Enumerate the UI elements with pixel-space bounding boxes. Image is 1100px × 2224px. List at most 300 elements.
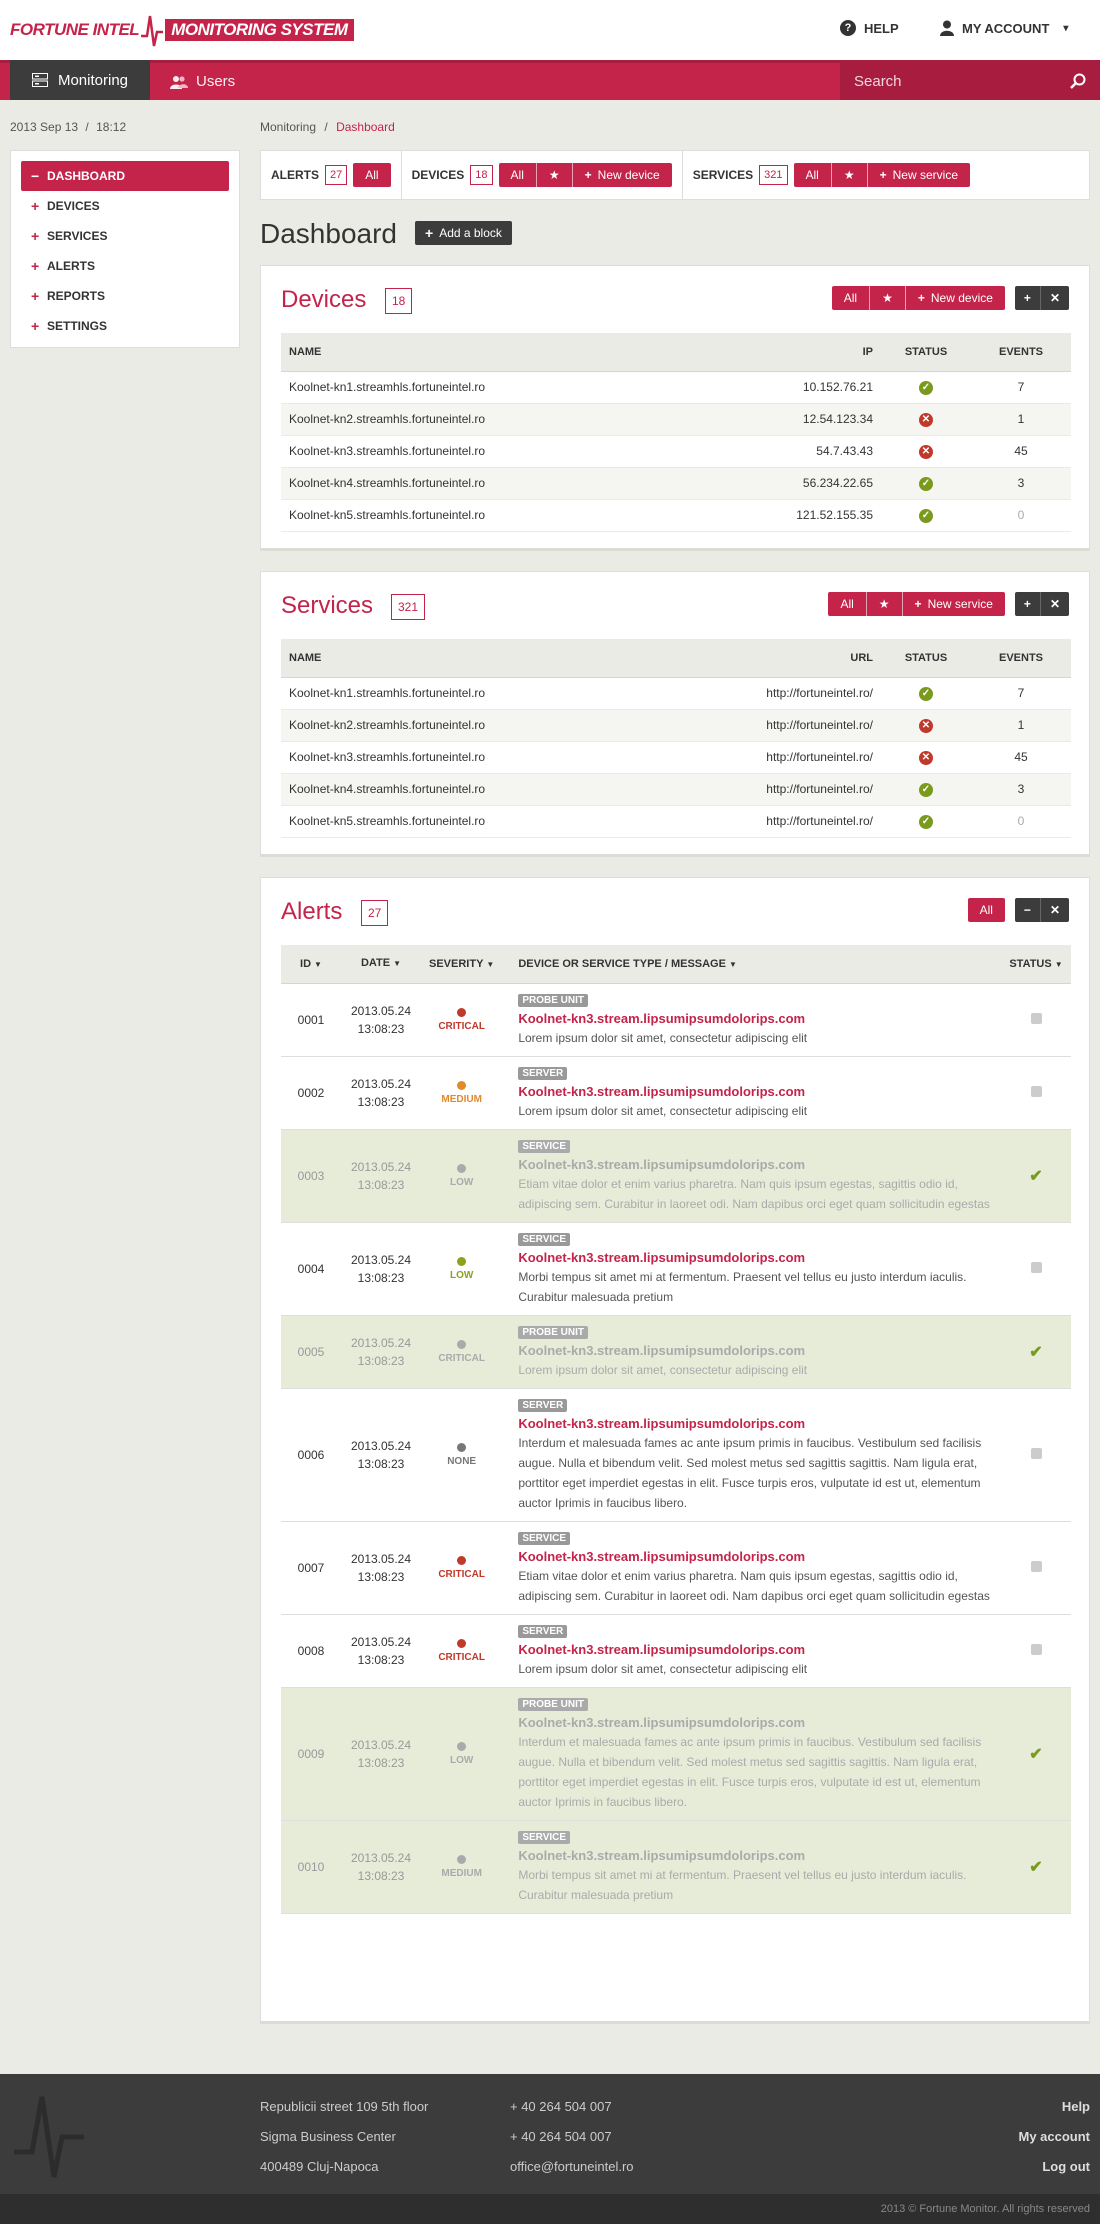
search-placeholder: Search: [854, 73, 902, 90]
alert-date-day: 2013.05.24: [350, 1159, 412, 1174]
footer-links: [1018, 2092, 1090, 2182]
collapse-icon[interactable]: −: [1015, 898, 1041, 922]
check-icon[interactable]: ✔: [1029, 1745, 1043, 1763]
alert-source-link[interactable]: Koolnet-kn3.stream.lipsumipsumdolorips.com: [518, 1156, 806, 1172]
plus-icon: +: [879, 168, 887, 182]
col-name: NAME: [281, 333, 641, 371]
alerts-count: 27: [361, 900, 388, 926]
alert-type-badge: SERVICE: [518, 1831, 570, 1844]
alert-date: [341, 1056, 421, 1129]
alert-text: Lorem ipsum dolor sit amet, consectetur adipiscing elit: [518, 1103, 808, 1118]
breadcrumb: [260, 120, 395, 134]
table-row[interactable]: [281, 741, 1071, 773]
col-alert-status-label: STATUS: [1009, 957, 1052, 970]
users-icon: [170, 75, 188, 89]
cell-status: [881, 709, 971, 741]
cell-ip: 56.234.22.65: [641, 467, 881, 499]
alert-message: [502, 1222, 1001, 1315]
summary-devices-all-button[interactable]: All: [499, 163, 537, 187]
nav-users[interactable]: [170, 63, 235, 100]
alert-date-time: 13:08:23: [357, 1569, 405, 1584]
alert-severity: [421, 1222, 502, 1315]
alert-message: [502, 1521, 1001, 1614]
cell-events: 7: [971, 677, 1071, 709]
services-panel: [260, 571, 1090, 857]
alert-message: [502, 1129, 1001, 1222]
close-icon[interactable]: ✕: [1041, 286, 1069, 310]
breadcrumb-root[interactable]: Monitoring: [260, 120, 317, 134]
status-error-icon: ✕: [919, 751, 933, 765]
services-table: [281, 639, 1071, 838]
footer-email[interactable]: office@fortuneintel.ro: [510, 2159, 634, 2174]
cell-events: 0: [971, 805, 1071, 837]
alert-source-link[interactable]: Koolnet-kn3.stream.lipsumipsumdolorips.com: [518, 1342, 806, 1358]
alert-type-badge: SERVICE: [518, 1532, 570, 1545]
status-error-icon: ✕: [919, 413, 933, 427]
alert-id: 0009: [281, 1687, 341, 1820]
user-icon: [940, 20, 954, 36]
col-date-label: DATE: [360, 957, 391, 970]
alerts-panel: [260, 877, 1090, 2024]
services-count: 321: [391, 594, 425, 620]
summary-alerts-count: 27: [325, 165, 347, 185]
minus-icon: −: [31, 168, 40, 184]
checkbox[interactable]: [1031, 1448, 1042, 1459]
severity-label: CRITICAL: [438, 1651, 485, 1663]
alert-status[interactable]: [1001, 1614, 1071, 1687]
alert-source-link[interactable]: Koolnet-kn3.stream.lipsumipsumdolorips.com: [518, 1714, 806, 1730]
services-title: Services: [281, 592, 374, 619]
alert-date: [341, 983, 421, 1056]
alert-message: [502, 1614, 1001, 1687]
alert-date-time: 13:08:23: [357, 1094, 405, 1109]
cell-url: http://fortuneintel.ro/: [641, 773, 881, 805]
devices-panel-controls: [1015, 286, 1069, 310]
alert-status[interactable]: [1001, 1129, 1071, 1222]
col-name: NAME: [281, 639, 641, 677]
footer-logout-link[interactable]: Log out: [1042, 2159, 1090, 2174]
plus-icon: +: [31, 198, 40, 214]
alert-type-badge: PROBE UNIT: [518, 994, 588, 1007]
summary-services: [683, 151, 980, 199]
alert-status[interactable]: [1001, 1315, 1071, 1388]
sidebar-item-settings[interactable]: [21, 311, 229, 341]
main-nav: [0, 60, 1100, 100]
services-all-button[interactable]: All: [828, 592, 866, 616]
alert-date-day: 2013.05.24: [350, 1850, 412, 1865]
status-ok-icon: ✓: [919, 687, 933, 701]
copyright: 2013 © Fortune Monitor. All rights reserved: [0, 2194, 1100, 2224]
devices-all-button[interactable]: All: [832, 286, 870, 310]
alert-id: 0005: [281, 1315, 341, 1388]
sidebar-item-services[interactable]: [21, 221, 229, 251]
alert-status[interactable]: [1001, 1388, 1071, 1521]
checkbox[interactable]: [1031, 1086, 1042, 1097]
status-ok-icon: ✓: [919, 509, 933, 523]
cell-url: http://fortuneintel.ro/: [641, 805, 881, 837]
alert-text: Morbi tempus sit amet mi at fermentum. Praesent vel tellus eu justo interdum iaculis. Curabitur malesuada pretium: [518, 1269, 967, 1304]
summary-services-buttons: [794, 163, 970, 187]
add-block-button[interactable]: [415, 221, 512, 245]
footer-contact: [510, 2092, 634, 2182]
alert-row[interactable]: [281, 1820, 1071, 1913]
sidebar-item-devices[interactable]: [21, 191, 229, 221]
alerts-all-button[interactable]: All: [968, 898, 1005, 922]
plus-icon: +: [425, 225, 434, 241]
col-events: EVENTS: [971, 333, 1071, 371]
sidebar-item-label: DASHBOARD: [47, 169, 125, 183]
check-icon[interactable]: ✔: [1029, 1167, 1043, 1185]
plus-icon: +: [584, 168, 592, 182]
sidebar-item-reports[interactable]: [21, 281, 229, 311]
table-row[interactable]: [281, 773, 1071, 805]
top-bar: [0, 0, 1100, 60]
alert-date-day: 2013.05.24: [350, 1438, 412, 1453]
table-row[interactable]: [281, 403, 1071, 435]
devices-title: Devices: [281, 286, 367, 313]
alert-date-time: 13:08:23: [357, 1652, 405, 1667]
cell-name[interactable]: Koolnet-kn3.streamhls.fortuneintel.ro: [281, 435, 641, 467]
checkbox[interactable]: [1031, 1644, 1042, 1655]
summary-new-device-button[interactable]: [573, 163, 672, 187]
severity-label: LOW: [450, 1269, 474, 1281]
alert-status[interactable]: [1001, 1056, 1071, 1129]
cell-events: 1: [971, 709, 1071, 741]
sidebar-item-alerts[interactable]: [21, 251, 229, 281]
cell-events: 0: [971, 499, 1071, 531]
alert-date-day: 2013.05.24: [350, 1252, 412, 1267]
alert-id: 0010: [281, 1820, 341, 1913]
breadcrumb-separator: /: [324, 120, 328, 134]
alert-date-day: 2013.05.24: [350, 1551, 412, 1566]
summary-services-count: 321: [759, 165, 787, 185]
alert-source-link[interactable]: Koolnet-kn3.stream.lipsumipsumdolorips.com: [518, 1083, 806, 1099]
devices-count: 18: [385, 288, 412, 314]
col-alert-status[interactable]: [1001, 945, 1071, 983]
summary-devices-label: DEVICES: [411, 168, 465, 182]
alert-type-badge: SERVER: [518, 1625, 567, 1638]
cell-status: [881, 677, 971, 709]
cell-name[interactable]: Koolnet-kn2.streamhls.fortuneintel.ro: [281, 709, 641, 741]
time-text: 18:12: [96, 120, 127, 134]
table-row[interactable]: [281, 499, 1071, 531]
expand-icon[interactable]: +: [1015, 592, 1041, 616]
alert-row[interactable]: [281, 1614, 1071, 1687]
cell-name[interactable]: Koolnet-kn1.streamhls.fortuneintel.ro: [281, 371, 641, 403]
alert-id: 0003: [281, 1129, 341, 1222]
alert-status[interactable]: [1001, 983, 1071, 1056]
col-severity[interactable]: [421, 945, 502, 983]
table-row[interactable]: [281, 467, 1071, 499]
severity-dot-icon: [457, 1443, 466, 1452]
alert-status[interactable]: [1001, 1222, 1071, 1315]
alert-date-day: 2013.05.24: [350, 1335, 412, 1350]
table-row[interactable]: [281, 371, 1071, 403]
sidebar-item-dashboard[interactable]: [21, 161, 229, 191]
alert-source-link[interactable]: Koolnet-kn3.stream.lipsumipsumdolorips.com: [518, 1415, 806, 1431]
col-id[interactable]: [281, 945, 341, 983]
close-icon[interactable]: ✕: [1041, 898, 1069, 922]
severity-dot-icon: [457, 1855, 466, 1864]
alert-status[interactable]: [1001, 1687, 1071, 1820]
alert-id: 0002: [281, 1056, 341, 1129]
alert-id: 0001: [281, 983, 341, 1056]
alert-severity: [421, 1315, 502, 1388]
alert-date: [341, 1222, 421, 1315]
date-separator: /: [85, 120, 89, 134]
alert-date-time: 13:08:23: [357, 1021, 405, 1036]
alert-text: Lorem ipsum dolor sit amet, consectetur adipiscing elit: [518, 1661, 808, 1676]
cell-name[interactable]: Koolnet-kn4.streamhls.fortuneintel.ro: [281, 467, 641, 499]
alert-date: [341, 1129, 421, 1222]
alert-source-link[interactable]: Koolnet-kn3.stream.lipsumipsumdolorips.com: [518, 1641, 806, 1657]
summary-bar: [260, 150, 1090, 200]
col-url: URL: [641, 639, 881, 677]
cell-status: [881, 773, 971, 805]
alert-date-time: 13:08:23: [357, 1755, 405, 1770]
alert-id: 0008: [281, 1614, 341, 1687]
footer-addr-line: Sigma Business Center: [260, 2129, 396, 2144]
chevron-down-icon: ▾: [1063, 22, 1069, 34]
table-row[interactable]: [281, 435, 1071, 467]
alert-text: Etiam vitae dolor et enim varius pharetra. Nam quis ipsum egestas, sagittis odio id, adipiscing sem. Curabitur in laoreet odi. Nam dapibus orci eget quam sollicitudin egestas: [518, 1568, 990, 1603]
severity-label: CRITICAL: [438, 1568, 485, 1580]
sort-icon: ▼: [1054, 959, 1063, 969]
check-icon[interactable]: ✔: [1029, 1343, 1043, 1361]
alert-message: [502, 1315, 1001, 1388]
star-icon[interactable]: ★: [832, 163, 868, 187]
footer-phone[interactable]: + 40 264 504 007: [510, 2099, 612, 2114]
severity-dot-icon: [457, 1639, 466, 1648]
search-icon[interactable]: [1070, 73, 1086, 89]
alert-row[interactable]: [281, 1056, 1071, 1129]
alert-text: Morbi tempus sit amet mi at fermentum. Praesent vel tellus eu justo interdum iaculis. Curabitur malesuada pretium: [518, 1867, 967, 1902]
alert-row[interactable]: [281, 1388, 1071, 1521]
alert-date: [341, 1820, 421, 1913]
account-label: MY ACCOUNT: [962, 20, 1050, 36]
severity-dot-icon: [457, 1257, 466, 1266]
nav-monitoring[interactable]: [10, 60, 150, 100]
sidebar: [10, 150, 240, 348]
summary-alerts: [261, 151, 402, 199]
nav-users-label: Users: [196, 73, 236, 90]
alert-status[interactable]: [1001, 1521, 1071, 1614]
alert-source-link[interactable]: Koolnet-kn3.stream.lipsumipsumdolorips.com: [518, 1548, 806, 1564]
alerts-title: Alerts: [281, 898, 343, 925]
cell-events: 45: [971, 741, 1071, 773]
alert-message: [502, 1820, 1001, 1913]
alert-severity: [421, 1820, 502, 1913]
alert-row[interactable]: [281, 1129, 1071, 1222]
alert-source-link[interactable]: Koolnet-kn3.stream.lipsumipsumdolorips.com: [518, 1249, 806, 1265]
add-block-label: Add a block: [439, 226, 502, 240]
table-row[interactable]: [281, 677, 1071, 709]
help-icon: ?: [840, 20, 856, 36]
brand-logo[interactable]: [10, 12, 354, 48]
search-input[interactable]: [840, 63, 1100, 100]
account-menu[interactable]: [940, 20, 1068, 36]
severity-dot-icon: [457, 1742, 466, 1751]
alert-date-day: 2013.05.24: [350, 1737, 412, 1752]
checkbox[interactable]: [1031, 1561, 1042, 1572]
page-title: Dashboard: [260, 218, 397, 249]
alert-severity: [421, 1521, 502, 1614]
cell-ip: 12.54.123.34: [641, 403, 881, 435]
sidebar-item-label: ALERTS: [47, 259, 95, 273]
alert-date: [341, 1614, 421, 1687]
cell-status: [881, 741, 971, 773]
cell-ip: 54.7.43.43: [641, 435, 881, 467]
cell-events: 1: [971, 403, 1071, 435]
cell-events: 7: [971, 371, 1071, 403]
sort-icon: ▼: [728, 959, 737, 969]
cell-name[interactable]: Koolnet-kn3.streamhls.fortuneintel.ro: [281, 741, 641, 773]
new-service-button[interactable]: [903, 592, 1005, 616]
alert-source-link[interactable]: Koolnet-kn3.stream.lipsumipsumdolorips.com: [518, 1010, 806, 1026]
summary-devices: [402, 151, 683, 199]
table-row[interactable]: [281, 709, 1071, 741]
col-id-label: ID: [300, 957, 312, 970]
star-icon[interactable]: ★: [867, 592, 903, 616]
summary-alerts-all-button[interactable]: All: [353, 163, 390, 187]
summary-new-service-button[interactable]: [868, 163, 970, 187]
severity-dot-icon: [457, 1008, 466, 1017]
sort-icon: ▼: [314, 959, 322, 969]
cell-name[interactable]: Koolnet-kn2.streamhls.fortuneintel.ro: [281, 403, 641, 435]
col-ip: IP: [641, 333, 881, 371]
status-ok-icon: ✓: [919, 815, 933, 829]
col-message[interactable]: [502, 945, 1001, 983]
alert-id: 0004: [281, 1222, 341, 1315]
alert-row[interactable]: [281, 1521, 1071, 1614]
severity-label: CRITICAL: [438, 1352, 485, 1364]
cell-name[interactable]: Koolnet-kn5.streamhls.fortuneintel.ro: [281, 805, 641, 837]
checkbox[interactable]: [1031, 1262, 1042, 1273]
cell-status: [881, 805, 971, 837]
footer-help-link[interactable]: Help: [1061, 2099, 1090, 2114]
plus-icon: +: [31, 228, 40, 244]
sidebar-item-label: SERVICES: [47, 229, 108, 243]
alert-severity: [421, 1129, 502, 1222]
cell-url: http://fortuneintel.ro/: [641, 677, 881, 709]
footer: [0, 2074, 1100, 2194]
status-ok-icon: ✓: [919, 381, 933, 395]
plus-icon: +: [31, 318, 40, 334]
alert-type-badge: SERVICE: [518, 1140, 570, 1153]
severity-dot-icon: [457, 1164, 466, 1173]
summary-services-all-button[interactable]: All: [794, 163, 832, 187]
status-ok-icon: ✓: [919, 783, 933, 797]
col-severity-label: SEVERITY: [429, 957, 484, 970]
devices-panel: [260, 265, 1090, 551]
cell-status: [881, 467, 971, 499]
cell-status: [881, 435, 971, 467]
alert-severity: [421, 983, 502, 1056]
sidebar-item-label: REPORTS: [47, 289, 106, 303]
alert-message: [502, 983, 1001, 1056]
alert-id: 0007: [281, 1521, 341, 1614]
alert-status[interactable]: [1001, 1820, 1071, 1913]
alert-source-link[interactable]: Koolnet-kn3.stream.lipsumipsumdolorips.com: [518, 1847, 806, 1863]
services-panel-controls: [1015, 592, 1069, 616]
alert-text: Interdum et malesuada fames ac ante ipsum primis in faucibus. Vestibulum sed facilisis augue. Nulla et bibendum velit. Sed molest metus sed sagittis sagittis. Nam ligula erat, porttitor eget imperdiet egestas in elit. Fusce turpis eros, vulputate id est ut, elementum auctor Iprimis in faucibus libero.: [518, 1734, 982, 1809]
alert-message: [502, 1687, 1001, 1820]
footer-addr-line: Republicii street 109 5th floor: [260, 2099, 429, 2114]
help-label: HELP: [864, 20, 899, 36]
cell-name[interactable]: Koolnet-kn4.streamhls.fortuneintel.ro: [281, 773, 641, 805]
table-row[interactable]: [281, 805, 1071, 837]
col-status: STATUS: [881, 639, 971, 677]
cell-url: http://fortuneintel.ro/: [641, 741, 881, 773]
summary-new-device-label: New device: [597, 168, 660, 182]
alert-date: [341, 1687, 421, 1820]
close-icon[interactable]: ✕: [1041, 592, 1069, 616]
star-icon[interactable]: ★: [537, 163, 573, 187]
alert-severity: [421, 1388, 502, 1521]
alert-row[interactable]: [281, 1315, 1071, 1388]
cell-url: http://fortuneintel.ro/: [641, 709, 881, 741]
alert-date-time: 13:08:23: [357, 1270, 405, 1285]
alert-row[interactable]: [281, 1687, 1071, 1820]
star-icon[interactable]: ★: [870, 286, 906, 310]
new-device-button[interactable]: [906, 286, 1005, 310]
plus-icon: +: [31, 288, 40, 304]
expand-icon[interactable]: +: [1015, 286, 1041, 310]
severity-label: NONE: [447, 1455, 477, 1467]
footer-account-link[interactable]: My account: [1018, 2129, 1090, 2144]
cell-events: 3: [971, 773, 1071, 805]
severity-label: MEDIUM: [441, 1867, 482, 1879]
alert-text: Lorem ipsum dolor sit amet, consectetur adipiscing elit: [518, 1362, 808, 1377]
summary-devices-count: 18: [470, 165, 492, 185]
devices-table: [281, 333, 1071, 532]
alerts-panel-controls: [1015, 898, 1069, 922]
alert-date-time: 13:08:23: [357, 1868, 405, 1883]
cell-status: [881, 371, 971, 403]
footer-phone[interactable]: + 40 264 504 007: [510, 2129, 612, 2144]
col-date[interactable]: [341, 945, 421, 983]
severity-label: LOW: [450, 1754, 474, 1766]
alert-message: [502, 1056, 1001, 1129]
plus-icon: +: [914, 597, 922, 611]
pulse-logo-icon: [141, 12, 163, 48]
alert-date: [341, 1521, 421, 1614]
col-events: EVENTS: [971, 639, 1071, 677]
status-ok-icon: ✓: [919, 477, 933, 491]
sidebar-item-label: SETTINGS: [47, 319, 108, 333]
footer-logo-icon: [14, 2092, 84, 2182]
alert-date-time: 13:08:23: [357, 1353, 405, 1368]
alert-date-day: 2013.05.24: [350, 1003, 412, 1018]
alert-row[interactable]: [281, 1222, 1071, 1315]
new-device-label: New device: [930, 291, 993, 305]
alert-date: [341, 1388, 421, 1521]
cell-name[interactable]: Koolnet-kn1.streamhls.fortuneintel.ro: [281, 677, 641, 709]
current-datetime: [10, 120, 126, 134]
check-icon[interactable]: ✔: [1029, 1858, 1043, 1876]
checkbox[interactable]: [1031, 1013, 1042, 1024]
severity-label: MEDIUM: [441, 1093, 482, 1105]
cell-events: 45: [971, 435, 1071, 467]
help-link[interactable]: [840, 20, 899, 36]
devices-filter-buttons: [832, 286, 1005, 310]
alert-id: 0006: [281, 1388, 341, 1521]
alert-row[interactable]: [281, 983, 1071, 1056]
alert-text: Etiam vitae dolor et enim varius pharetra. Nam quis ipsum egestas, sagittis odio id, adipiscing sem. Curabitur in laoreet odi. Nam dapibus orci eget quam sollicitudin egestas: [518, 1176, 990, 1211]
cell-events: 3: [971, 467, 1071, 499]
alert-type-badge: SERVER: [518, 1067, 567, 1080]
cell-name[interactable]: Koolnet-kn5.streamhls.fortuneintel.ro: [281, 499, 641, 531]
